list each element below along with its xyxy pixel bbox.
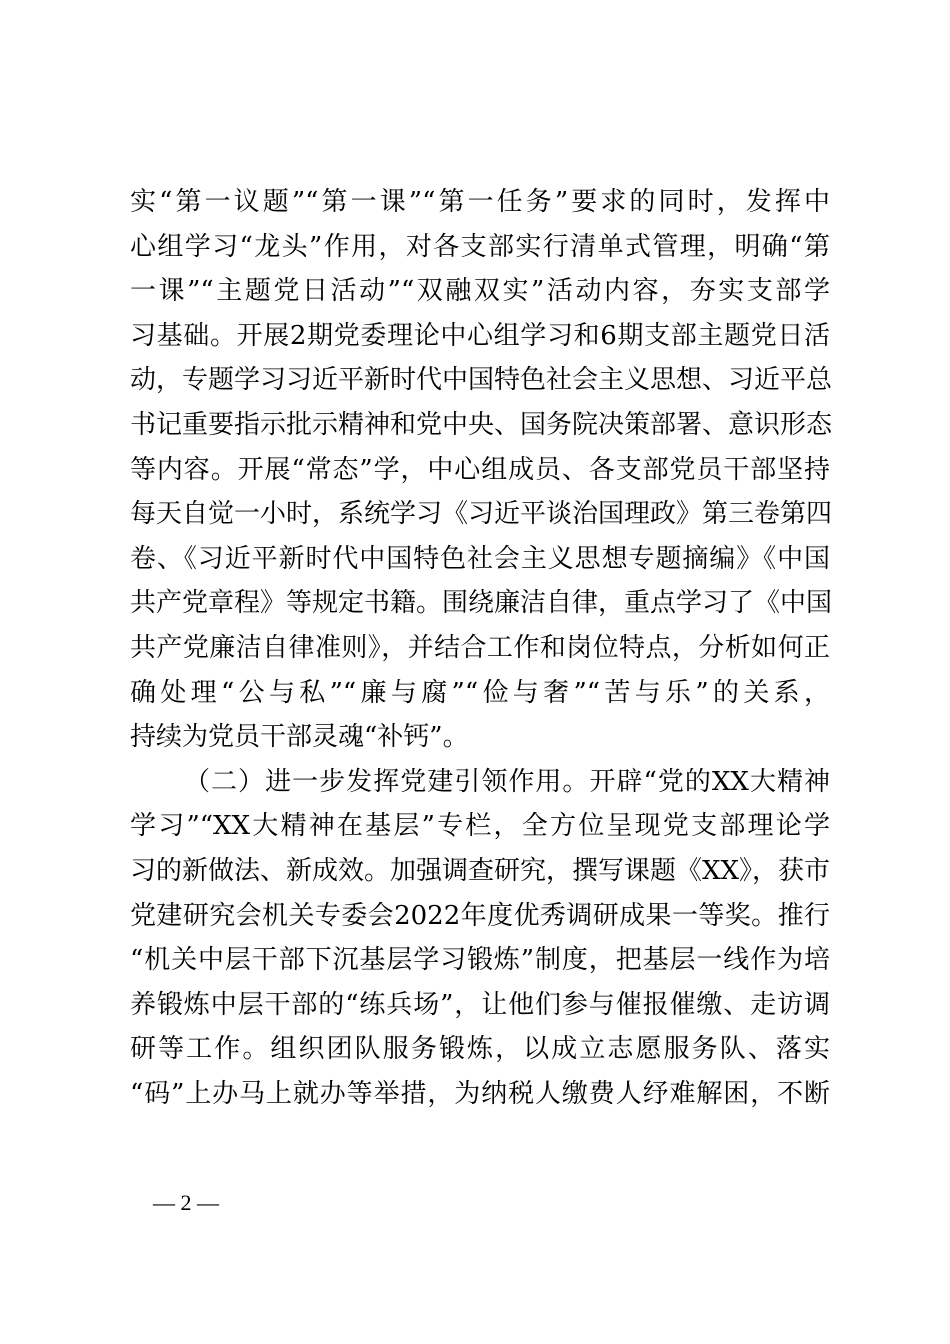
page-number: — 2 — bbox=[153, 1190, 219, 1215]
text-line: 动，专题学习习近平新时代中国特色社会主义思想、习近平总 bbox=[130, 365, 833, 396]
section-heading-line: （二）进一步发挥党建引领作用。开辟“党的XX大精神 bbox=[184, 766, 830, 797]
text-line: 等内容。开展“常态”学，中心组成员、各支部党员干部坚持 bbox=[130, 454, 830, 485]
text-line: 研等工作。组织团队服务锻炼，以成立志愿服务队、落实 bbox=[130, 1034, 830, 1065]
text-line: 习的新做法、新成效。加强调查研究，撰写课题《XX》，获市 bbox=[130, 855, 831, 886]
text-line: 学习”“XX大精神在基层”专栏，全方位呈现党支部理论学 bbox=[130, 811, 830, 842]
text-line: 养锻炼中层干部的“练兵场”，让他们参与催报催缴、走访调 bbox=[130, 989, 830, 1020]
body-text bbox=[130, 180, 833, 1116]
text-line: 党建研究会机关专委会2022年度优秀调研成果一等奖。推行 bbox=[130, 900, 830, 931]
text-line: 每天自觉一小时，系统学习《习近平谈治国理政》第三卷第四 bbox=[130, 499, 833, 530]
text-line: 卷、《习近平新时代中国特色社会主义思想专题摘编》《中国 bbox=[130, 543, 830, 574]
text-line: 一课”“主题党日活动”“双融双实”活动内容，夯实支部学 bbox=[130, 276, 830, 307]
text-line: 书记重要指示批示精神和党中央、国务院决策部署、意识形态 bbox=[130, 409, 833, 440]
text-line: 心组学习“龙头”作用，对各支部实行清单式管理，明确“第 bbox=[130, 231, 830, 262]
text-line: 习基础。开展2期党委理论中心组学习和6期支部主题党日活 bbox=[130, 320, 830, 351]
text-line: “码”上办马上就办等举措，为纳税人缴费人纾难解困，不断 bbox=[130, 1078, 830, 1109]
text-line: 共产党章程》等规定书籍。围绕廉洁自律，重点学习了《中国 bbox=[130, 588, 833, 619]
text-line: 确处理“公与私”“廉与腐”“俭与奢”“苦与乐”的关系， bbox=[130, 677, 830, 708]
text-line: 共产党廉洁自律准则》，并结合工作和岗位特点，分析如何正 bbox=[130, 632, 830, 663]
text-line: “机关中层干部下沉基层学习锻炼”制度，把基层一线作为培 bbox=[130, 945, 830, 976]
text-line: 实“第一议题”“第一课”“第一任务”要求的同时，发挥中 bbox=[130, 187, 830, 217]
paragraph-end-line: 持续为党员干部灵魂“补钙”。 bbox=[130, 722, 469, 753]
